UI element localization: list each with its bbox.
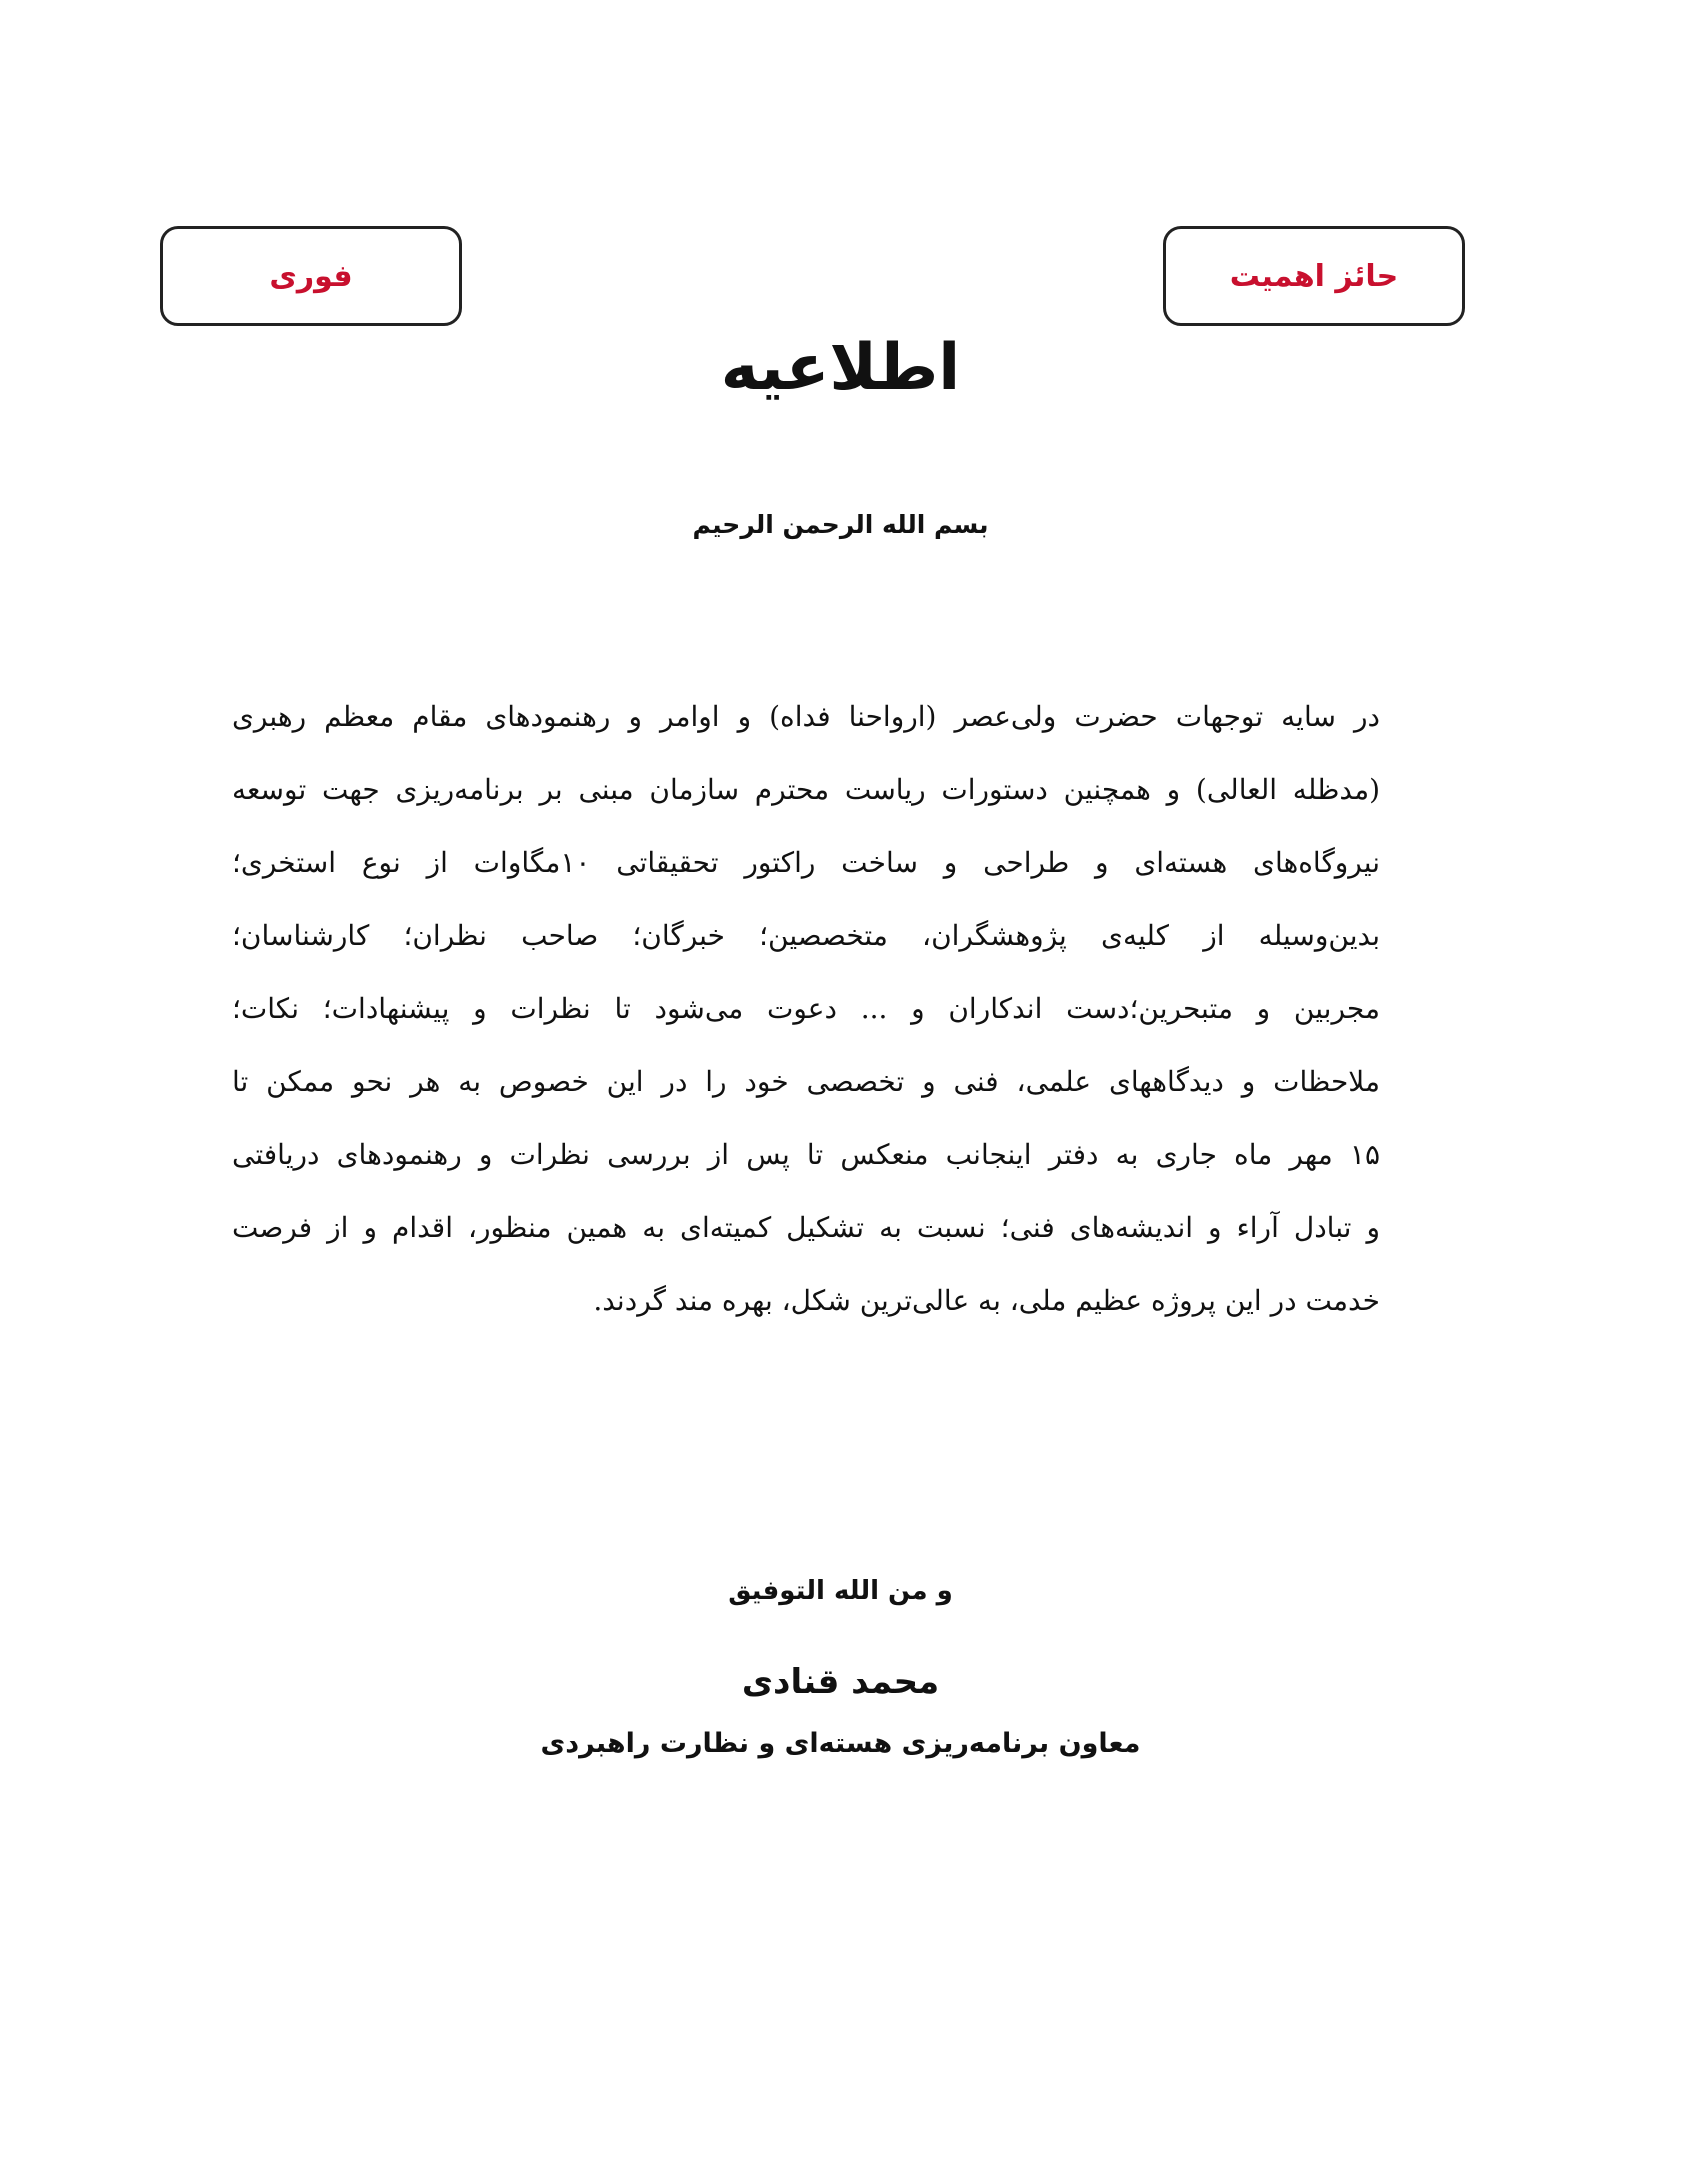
body-line: در سایه توجهات حضرت ولی‌عصر (ارواحنا فداه) و اوامر و رهنمودهای مقام معظم رهبری <box>232 700 1380 733</box>
body-line: و تبادل آراء و اندیشه‌های فنی؛ نسبت به تشکیل کمیته‌ای به همین منظور، اقدام و از فرصت <box>232 1211 1380 1244</box>
importance-badge <box>1163 226 1465 326</box>
body-line: مجربین و متبحرین؛دست اندکاران و ... دعوت می‌شود تا نظرات و پیشنهادات؛ نکات؛ <box>232 992 1380 1025</box>
page-title: اطلاعیه <box>720 331 961 405</box>
closing-phrase: و من الله التوفیق <box>728 1576 953 1606</box>
bismillah-heading: بسم الله الرحمن الرحیم <box>692 510 989 539</box>
signer-title: معاون برنامه‌ریزی هسته‌ای و نظارت راهبردی <box>540 1728 1141 1759</box>
announcement-body <box>232 680 1380 1337</box>
urgency-badge-label: فوری <box>269 258 353 294</box>
urgency-badge <box>160 226 462 326</box>
body-line: خدمت در این پروژه عظیم ملی، به عالی‌ترین شکل، بهره مند گردند. <box>593 1284 1380 1317</box>
body-line: بدین‌وسیله از کلیه‌ی پژوهشگران، متخصصین؛ خبرگان؛ صاحب نظران؛ کارشناسان؛ <box>232 919 1380 952</box>
body-line: (مدظله العالی) و همچنین دستورات ریاست محترم سازمان مبنی بر برنامه‌ریزی جهت توسعه <box>232 773 1380 806</box>
body-line: ۱۵ مهر ماه جاری به دفتر اینجانب منعکس تا پس از بررسی نظرات و رهنمودهای دریافتی <box>232 1138 1380 1171</box>
signer-name: محمد قنادی <box>741 1662 940 1702</box>
importance-badge-label: حائز اهمیت <box>1229 258 1399 294</box>
body-line: نیروگاه‌های هسته‌ای و طراحی و ساخت راکتور تحقیقاتی ۱۰مگاوات از نوع استخری؛ <box>232 846 1380 879</box>
body-line: ملاحظات و دیدگاههای علمی، فنی و تخصصی خود را در این خصوص به هر نحو ممکن تا <box>232 1065 1380 1098</box>
